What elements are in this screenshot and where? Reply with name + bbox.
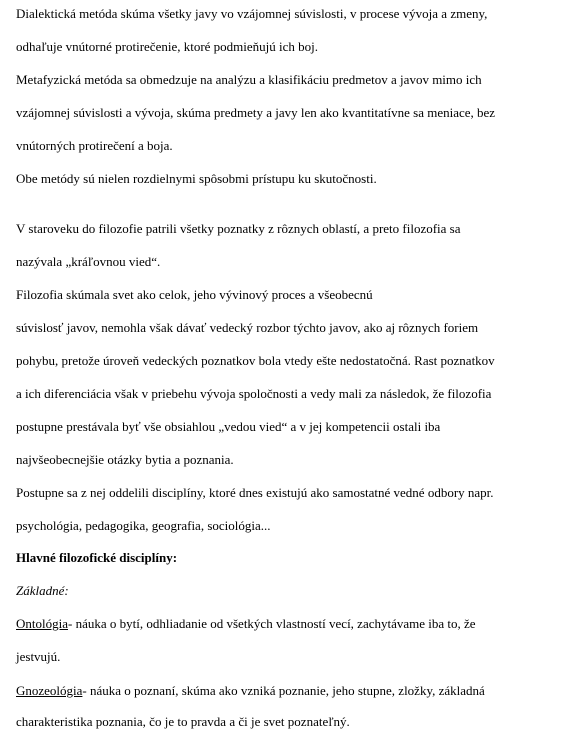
text-line: Filozofia skúmala svet ako celok, jeho vývinový proces a všeobecnú	[16, 287, 373, 302]
text-line: V staroveku do filozofie patrili všetky poznatky z rôznych oblastí, a preto filozofia sa	[16, 221, 461, 236]
text-line: Obe metódy sú nielen rozdielnymi spôsobmi prístupu ku skutočnosti.	[16, 171, 377, 186]
text-line: vzájomnej súvislosti a vývoja, skúma predmety a javy len ako kvantitatívne sa meniace, bez	[16, 105, 496, 120]
text-line: psychológia, pedagogika, geografia, sociológia...	[16, 518, 271, 533]
text-line: charakteristika poznania, čo je to pravda a či je svet poznateľný.	[16, 714, 350, 729]
definition-text: - náuka o poznaní, skúma ako vzniká poznanie, jeho stupne, zložky, základná	[82, 683, 485, 698]
text-line: Postupne sa z nej oddelili disciplíny, ktoré dnes existujú ako samostatné vedné odbory napr.	[16, 485, 494, 500]
text-line: Dialektická metóda skúma všetky javy vo vzájomnej súvislosti, v procese vývoja a zmeny,	[16, 6, 488, 21]
term-gnozeologia: Gnozeológia	[16, 683, 83, 698]
definition-gnozeologia	[16, 683, 485, 699]
text-line: postupne prestávala byť vše obsiahlou „vedou vied“ a v jej kompetencii ostali iba	[16, 419, 441, 434]
text-line: pohybu, pretože úroveň vedeckých poznatkov bola vtedy ešte nedostatočná. Rast poznatkov	[16, 353, 495, 368]
text-line: Metafyzická metóda sa obmedzuje na analýzu a klasifikáciu predmetov a javov mimo ich	[16, 72, 482, 87]
text-line: najvšeobecnejšie otázky bytia a poznania.	[16, 452, 234, 467]
text-line: nazývala „kráľovnou vied“.	[16, 254, 161, 269]
text-line: vnútorných protirečení a boja.	[16, 138, 173, 153]
term-ontologia: Ontológia	[16, 616, 68, 631]
text-line: a ich diferenciácia však v priebehu vývoja spoločnosti a vedy mali za následok, že filozofia	[16, 386, 492, 401]
text-line: súvislosť javov, nemohla však dávať vedecký rozbor týchto javov, ako aj rôznych foriem	[16, 320, 479, 335]
section-heading: Hlavné filozofické disciplíny:	[16, 550, 178, 565]
definition-ontologia	[16, 616, 476, 632]
subheading: Základné:	[16, 583, 69, 598]
definition-text: - náuka o bytí, odhliadanie od všetkých vlastností vecí, zachytávame iba to, že	[68, 616, 476, 631]
text-line: jestvujú.	[16, 649, 61, 664]
text-line: odhaľuje vnútorné protirečenie, ktoré podmieňujú ich boj.	[16, 39, 319, 54]
